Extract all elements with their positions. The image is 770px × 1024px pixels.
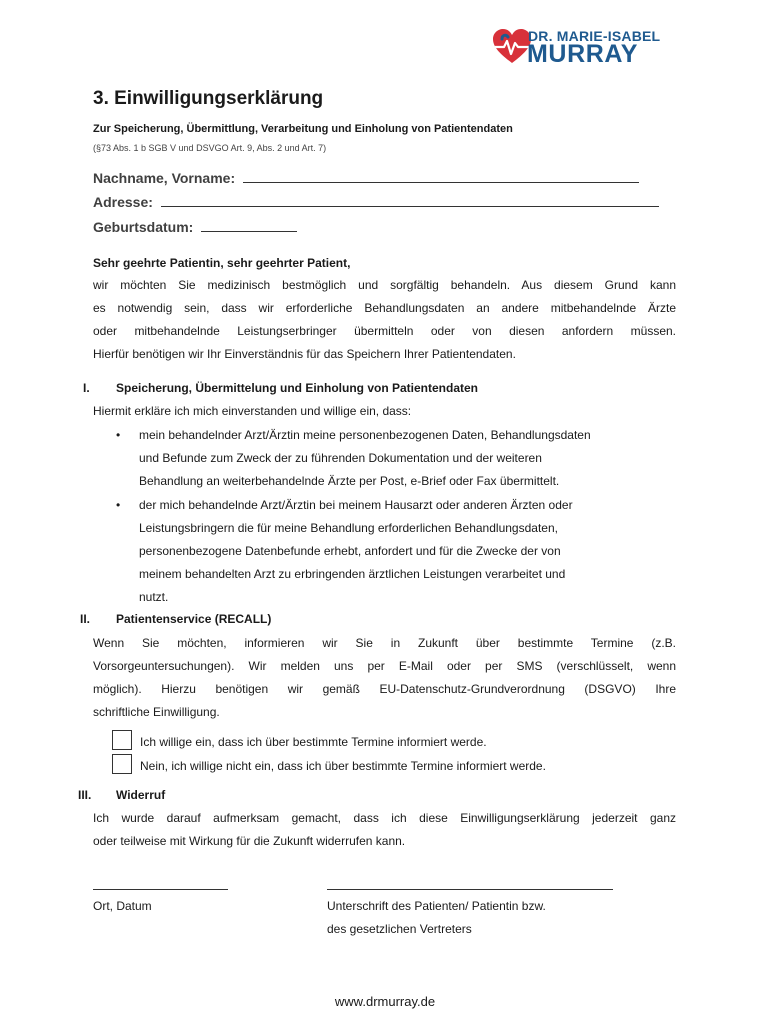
- address-field[interactable]: [93, 194, 659, 210]
- subtitle: Zur Speicherung, Übermittlung, Verarbeitung und Einholung von Patientendaten: [93, 123, 513, 135]
- bullet2-line: meinem behandelten Arzt zu erbringenden ärztlichen Leistungen verarbeitet und: [139, 567, 566, 581]
- section2-line: möglich). Hierzu benötigen wir gemäß EU-Datenschutz-Grundverordnung (DSGVO) Ihre: [93, 682, 676, 696]
- section3-numeral: III.: [78, 788, 92, 802]
- brand-logo: [492, 28, 672, 72]
- bullet2-line: Leistungsbringern die für meine Behandlung erforderlichen Behandlungsdaten,: [139, 521, 558, 535]
- heart-pulse-icon: [492, 29, 532, 65]
- signature-line[interactable]: [327, 888, 613, 890]
- dob-field[interactable]: [93, 219, 297, 235]
- footer-website: www.drmurray.de: [334, 994, 436, 1009]
- section3-line: Ich wurde darauf aufmerksam gemacht, dass ich diese Einwilligungserklärung jederzeit ganz: [93, 811, 676, 825]
- consent-yes-label: Ich willige ein, dass ich über bestimmte Termine informiert werde.: [140, 735, 487, 749]
- consent-no-checkbox[interactable]: [112, 754, 132, 774]
- bullet2-line: der mich behandelnde Arzt/Ärztin bei meinem Hausarzt oder anderen Ärzten oder: [139, 498, 573, 512]
- bullet1-line: Behandlung an weiterbehandelnde Ärzte per Post, e-Brief oder Fax übermittelt.: [139, 474, 560, 488]
- page-title: 3. Einwilligungserklärung: [93, 88, 324, 109]
- place-date-label: Ort, Datum: [93, 899, 152, 913]
- intro-line: es notwendig sein, dass wir erforderliche Behandlungsdaten an andere mitbehandelnde Ärzte: [93, 301, 676, 315]
- section2-line: schriftliche Einwilligung.: [93, 705, 220, 719]
- name-input-line[interactable]: [243, 170, 639, 183]
- intro-line: Hierfür benötigen wir Ihr Einverständnis für das Speichern Ihrer Patientendaten.: [93, 347, 516, 361]
- greeting: Sehr geehrte Patientin, sehr geehrter Patient,: [93, 256, 351, 270]
- section2-numeral: II.: [80, 612, 91, 626]
- section3-heading: Widerruf: [116, 788, 166, 802]
- bullet-dot-icon: •: [116, 498, 121, 512]
- legal-reference: (§73 Abs. 1 b SGB V und DSVGO Art. 9, Abs. 2 und Art. 7): [93, 143, 327, 153]
- bullet1-line: und Befunde zum Zweck der zu führenden Dokumentation und der weiteren: [139, 451, 542, 465]
- section2-line: Vorsorgeuntersuchungen). Wir melden uns per E-Mail oder per SMS (verschlüsselt, wenn: [93, 659, 676, 673]
- signature-label: Unterschrift des Patienten/ Patientin bzw.: [327, 899, 546, 913]
- intro-line: wir möchten Sie medizinisch bestmöglich und sorgfältig behandeln. Aus diesem Grund kann: [93, 278, 676, 292]
- section1-numeral: I.: [83, 381, 90, 395]
- bullet2-line: personenbezogene Datenbefunde erhebt, anfordert und für die Zwecke der von: [139, 544, 561, 558]
- intro-line: oder mitbehandelnde Leistungserbringer übermitteln oder von diesen anfordern müssen.: [93, 324, 676, 338]
- consent-yes-checkbox[interactable]: [112, 730, 132, 750]
- section2-heading: Patientenservice (RECALL): [116, 612, 272, 626]
- bullet1-line: mein behandelnder Arzt/Ärztin meine personenbezogenen Daten, Behandlungsdaten: [139, 428, 591, 442]
- address-input-line[interactable]: [161, 194, 659, 207]
- section1-lead: Hiermit erkläre ich mich einverstanden und willige ein, dass:: [93, 404, 412, 418]
- section1-heading: Speicherung, Übermittelung und Einholung von Patientendaten: [116, 381, 479, 395]
- dob-input-line[interactable]: [201, 219, 297, 232]
- consent-no-label: Nein, ich willige nicht ein, dass ich über bestimmte Termine informiert werde.: [140, 759, 546, 773]
- dob-label: Geburtsdatum:: [93, 219, 194, 235]
- logo-name-line: DR. MARIE-ISABEL: [528, 28, 661, 44]
- name-label: Nachname, Vorname:: [93, 170, 236, 186]
- address-label: Adresse:: [93, 194, 153, 210]
- section2-line: Wenn Sie möchten, informieren wir Sie in Zukunft über bestimmte Termine (z.B.: [93, 636, 676, 650]
- signature-label-2: des gesetzlichen Vertreters: [327, 922, 472, 936]
- section3-line: oder teilweise mit Wirkung für die Zukunft widerrufen kann.: [93, 834, 406, 848]
- bullet2-line: nutzt.: [139, 590, 169, 604]
- name-field[interactable]: [93, 170, 639, 186]
- bullet-dot-icon: •: [116, 428, 121, 442]
- place-date-line[interactable]: [93, 888, 228, 890]
- logo-surname: MURRAY: [527, 40, 639, 68]
